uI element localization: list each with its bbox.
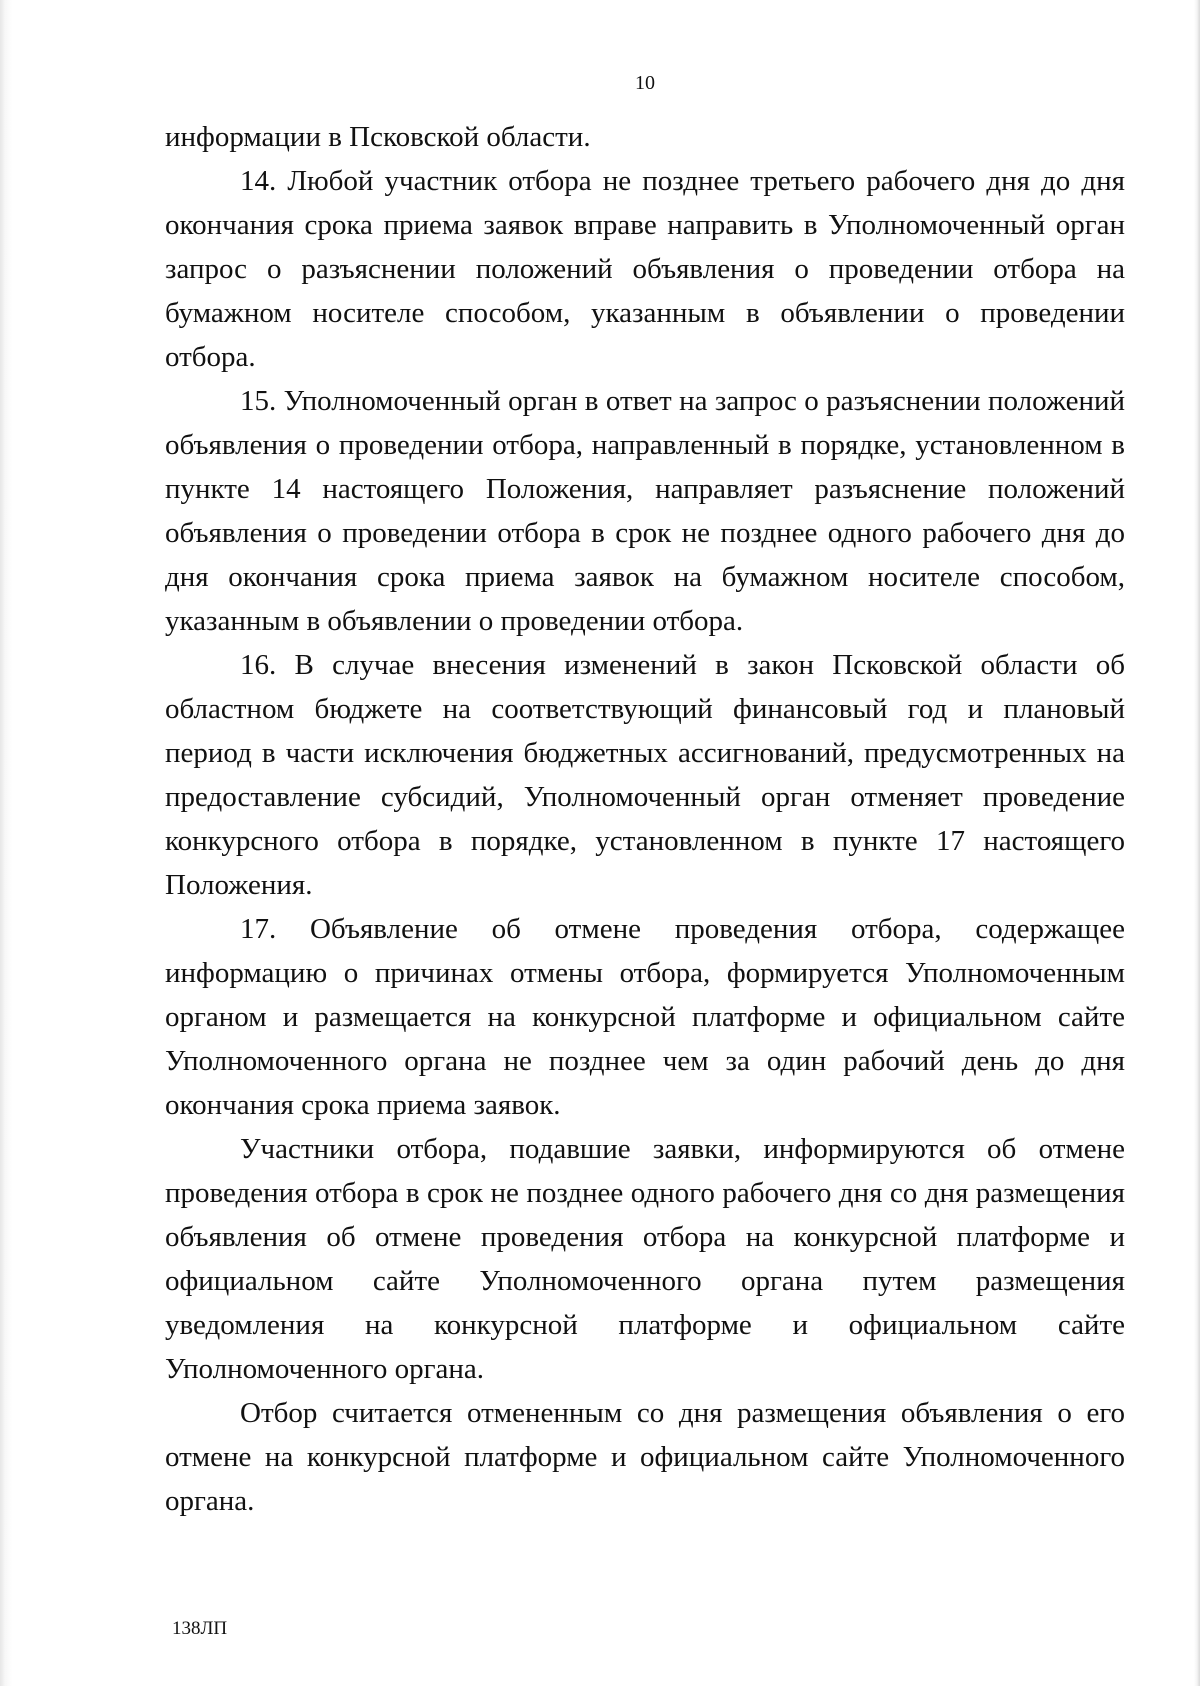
paragraph-14: 14. Любой участник отбора не позднее третьего рабочего дня до дня окончания срока приема заявок вправе направить в Уполномоченный орган запрос о разъяснении положений объявления о проведении отбора на бумажном носителе способом, указанным в объявлении о проведении отбора. xyxy=(165,165,1125,373)
scan-edge-left xyxy=(0,0,12,1686)
paragraph-16: 16. В случае внесения изменений в закон Псковской области об областном бюджете на соответствующий финансовый год и плановый период в части исключения бюджетных ассигнований, предусмотренных на предоставление субсидий, Уполномоченный орган отменяет проведение конкурсного отбора в порядке, установленном в пункте 17 настоящего Положения. xyxy=(165,649,1125,901)
paragraph-15: 15. Уполномоченный орган в ответ на запрос о разъяснении положений объявления о проведении отбора, направленный в порядке, установленном в пункте 14 настоящего Положения, направляет разъяснение положений объявления о проведении отбора в срок не позднее одного рабочего дня до дня окончания срока приема заявок на бумажном носителе способом, указанным в объявлении о проведении отбора. xyxy=(165,385,1125,637)
paragraph-participants-notice: Участники отбора, подавшие заявки, информируются об отмене проведения отбора в срок не позднее одного рабочего дня со дня размещения объявления об отмене проведения отбора на конкурсной платформе и официальном сайте Уполномоченного органа путем размещения уведомления на конкурсной платформе и официальном сайте Уполномоченного органа. xyxy=(165,1133,1125,1385)
document-code: 138ЛП xyxy=(172,1618,228,1639)
paragraph-17: 17. Объявление об отмене проведения отбора, содержащее информацию о причинах отмены отбора, формируется Уполномоченным органом и размещается на конкурсной платформе и официальном сайте Уполномоченного органа не позднее чем за один рабочий день до дня окончания срока приема заявок. xyxy=(165,913,1125,1121)
scan-edge-right xyxy=(1194,0,1200,1686)
page-number: 10 xyxy=(635,72,655,94)
document-body xyxy=(165,115,1125,1523)
paragraph-cancellation-effective: Отбор считается отмененным со дня размещения объявления о его отмене на конкурсной платформе и официальном сайте Уполномоченного органа. xyxy=(165,1397,1125,1517)
paragraph-continuation: информации в Псковской области. xyxy=(165,121,591,153)
